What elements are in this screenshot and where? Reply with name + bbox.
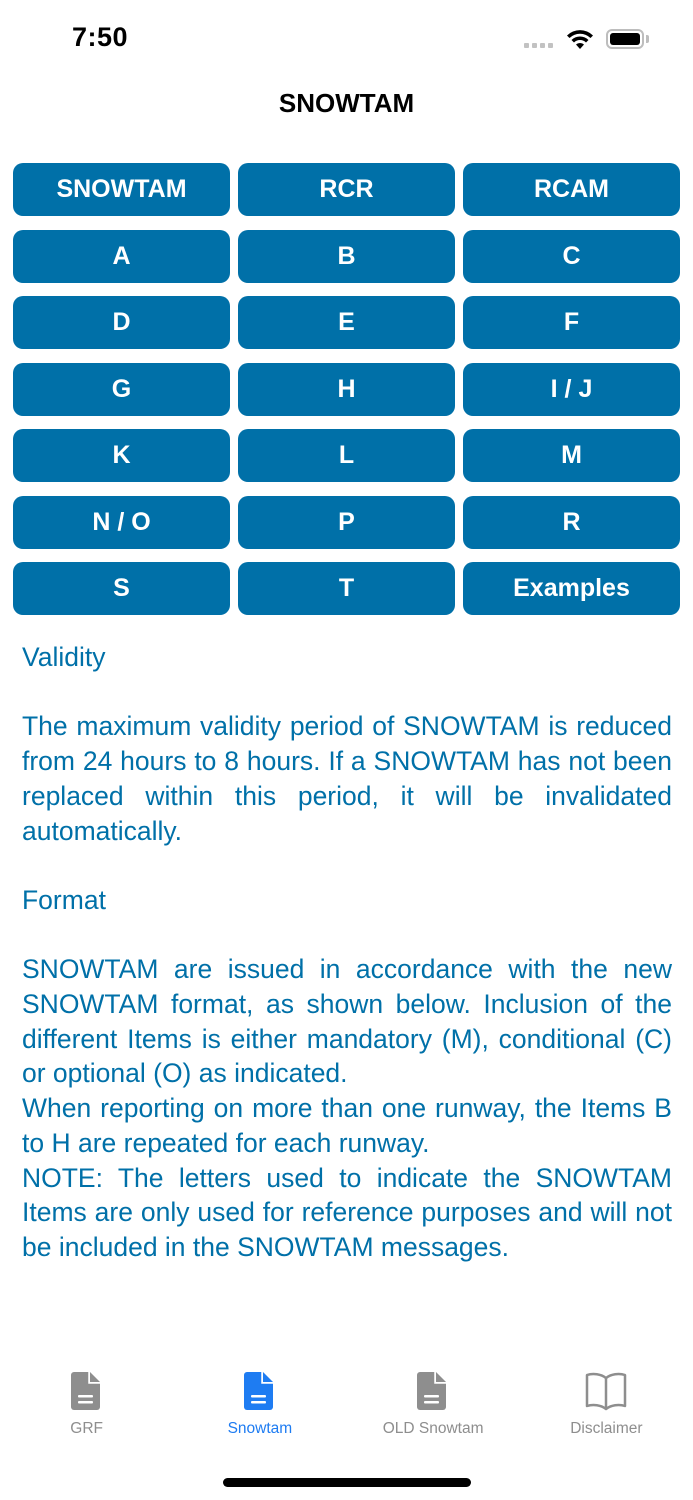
item-ij-button[interactable]: I / J [463,363,680,416]
home-indicator [223,1478,471,1487]
item-p-button[interactable]: P [238,496,455,549]
tab-label: OLD Snowtam [382,1420,484,1437]
item-g-button[interactable]: G [13,363,230,416]
battery-icon [606,29,644,49]
examples-button[interactable]: Examples [463,562,680,615]
status-bar [0,0,693,80]
item-e-button[interactable]: E [238,296,455,349]
item-d-button[interactable]: D [13,296,230,349]
item-b-button[interactable]: B [238,230,455,283]
item-r-button[interactable]: R [463,496,680,549]
tab-disclaimer[interactable] [520,1370,693,1450]
document-icon [69,1370,105,1412]
wifi-icon [565,27,595,51]
runway-paragraph: When reporting on more than one runway, the Items B to H are repeated for each runway. [22,1093,672,1158]
note-paragraph: NOTE: The letters used to indicate the SNOWTAM Items are only used for reference purposes and will not be included in the SNOWTAM messages. [22,1162,672,1262]
item-s-button[interactable]: S [13,562,230,615]
rcam-button[interactable]: RCAM [463,163,680,216]
item-f-button[interactable]: F [463,296,680,349]
item-a-button[interactable]: A [13,230,230,283]
item-m-button[interactable]: M [463,429,680,482]
item-c-button[interactable]: C [463,230,680,283]
section-button-grid [13,163,680,615]
item-h-button[interactable]: H [238,363,455,416]
validity-paragraph: The maximum validity period of SNOWTAM is reduced from 24 hours to 8 hours. If a SNOWTAM has not been replaced within this period, it will be invalidated automatically. [22,711,672,846]
tab-label: GRF [70,1420,103,1437]
info-content [22,640,672,1265]
snowtam-button[interactable]: SNOWTAM [13,163,230,216]
item-k-button[interactable]: K [13,429,230,482]
item-l-button[interactable]: L [238,429,455,482]
cellular-signal-icon [524,43,553,48]
item-no-button[interactable]: N / O [13,496,230,549]
format-heading: Format [22,884,106,915]
book-icon [584,1370,628,1412]
tab-label: Disclaimer [570,1420,643,1437]
page-title: SNOWTAM [278,88,415,118]
status-time: 7:50 [72,22,129,52]
tab-grf[interactable] [0,1370,173,1450]
rcr-button[interactable]: RCR [238,163,455,216]
tab-label: Snowtam [227,1420,293,1437]
battery-tip [646,35,649,43]
tab-snowtam[interactable] [173,1370,346,1450]
document-icon [415,1370,451,1412]
tab-bar [0,1370,693,1450]
format-paragraph: SNOWTAM are issued in accordance with the new SNOWTAM format, as shown below. Inclusion of the different Items is either mandatory (M), conditional (C) or optional (O) as indicated. [22,954,672,1089]
validity-heading: Validity [22,642,106,672]
tab-old-snowtam[interactable] [347,1370,520,1450]
item-t-button[interactable]: T [238,562,455,615]
document-icon [242,1370,278,1412]
